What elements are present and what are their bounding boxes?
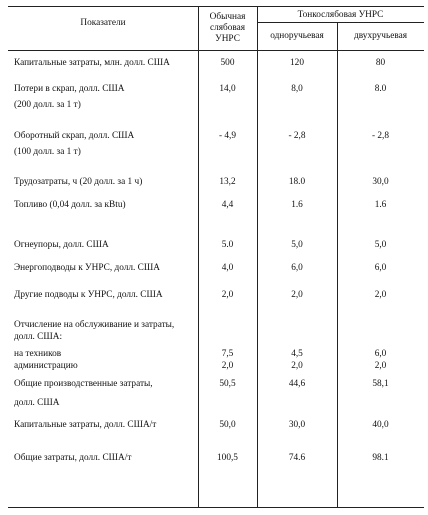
row-value-conventional: 500 [220, 58, 235, 68]
row-value-double: 98.1 [372, 453, 389, 463]
row-value-conventional: 7,5 [221, 349, 234, 359]
row-label-continued: (100 долл. за 1 т) [14, 147, 81, 157]
row-label: Другие подводы к УНРС, долл. США [14, 290, 163, 300]
row-value-double: 8.0 [374, 84, 387, 94]
row-label: на техников [14, 349, 62, 359]
header-bottom-rule [8, 50, 424, 51]
row-label: администрацию [14, 361, 78, 371]
table-top-rule [8, 6, 424, 7]
row-value-single: 2,0 [291, 290, 303, 300]
row-value-single: 5,0 [291, 240, 303, 250]
row-value-conventional: - 4,9 [218, 131, 237, 141]
row-value-single: 74.6 [288, 453, 306, 463]
row-label-continued: долл. США: [14, 332, 63, 342]
row-value-conventional: 2,0 [221, 290, 234, 300]
column-divider-1 [198, 6, 199, 507]
row-label: Общие производственные затраты, [14, 379, 153, 389]
row-value-conventional: 4,4 [221, 200, 234, 210]
row-value-double: - 2,8 [371, 131, 390, 141]
row-value-single: 6,0 [291, 263, 303, 273]
row-label: Капитальные затраты, долл. США/т [14, 420, 157, 430]
row-value-double: 2,0 [374, 290, 387, 300]
row-value-single: 8,0 [291, 84, 303, 94]
row-value-single: 120 [290, 58, 304, 68]
row-label: Оборотный скрап, долл. США [14, 131, 135, 141]
row-value-double: 6,0 [374, 263, 387, 273]
row-label: Огнеупоры, долл. США [14, 240, 109, 250]
row-label: Топливо (0,04 долл. за кBtu) [14, 200, 126, 210]
row-value-conventional: 50,0 [219, 420, 236, 430]
row-value-double: 1.6 [374, 200, 387, 210]
header-conventional-line1: Обычная [209, 12, 246, 22]
row-value-conventional: 50,5 [219, 379, 236, 389]
row-value-double: 6,0 [374, 349, 387, 359]
row-label: Общие затраты, долл. США/т [14, 453, 132, 463]
row-value-single: 1.6 [291, 200, 303, 210]
row-value-single: - 2,8 [288, 131, 306, 141]
row-value-single: 4,5 [291, 349, 303, 359]
row-label-continued: долл. США [14, 398, 60, 408]
header-conventional-line2: слябовая [209, 23, 246, 33]
row-value-single: 44,6 [288, 379, 306, 389]
header-double-strand: двухручьевая [354, 31, 407, 41]
row-label: Энергоподводы к УНРС, долл. США [14, 263, 160, 273]
header-group-rule [257, 22, 424, 23]
row-value-single: 18.0 [288, 177, 306, 187]
row-value-double: 2,0 [374, 361, 387, 371]
row-value-double: 5,0 [374, 240, 387, 250]
row-value-double: 58,1 [372, 379, 389, 389]
table-bottom-rule [8, 507, 424, 508]
row-value-single: 2,0 [291, 361, 303, 371]
header-conventional-line3: УНРС [215, 34, 240, 44]
row-value-conventional: 5.0 [221, 240, 234, 250]
row-label: Трудозатраты, ч (20 долл. за 1 ч) [14, 177, 143, 187]
row-label: Капитальные затраты, млн. долл. США [14, 58, 170, 68]
row-value-conventional: 100,5 [217, 453, 238, 463]
row-value-single: 30,0 [288, 420, 306, 430]
row-label-continued: (200 долл. за 1 т) [14, 100, 81, 110]
row-value-double: 40,0 [372, 420, 389, 430]
row-value-conventional: 14,0 [219, 84, 236, 94]
header-indicator: Показатели [80, 18, 126, 28]
header-single-strand: одноручьевая [270, 31, 324, 41]
header-thin-slab-group: Тонкослябовая УНРС [297, 10, 384, 20]
row-value-double: 80 [375, 58, 386, 68]
row-label: Отчисление на обслуживание и затраты, [14, 320, 175, 330]
row-value-conventional: 2,0 [221, 361, 234, 371]
row-label: Потери в скрап, долл. США [14, 84, 125, 94]
row-value-conventional: 13,2 [219, 177, 236, 187]
row-value-conventional: 4,0 [221, 263, 234, 273]
row-value-double: 30,0 [372, 177, 389, 187]
column-divider-2 [257, 6, 258, 507]
